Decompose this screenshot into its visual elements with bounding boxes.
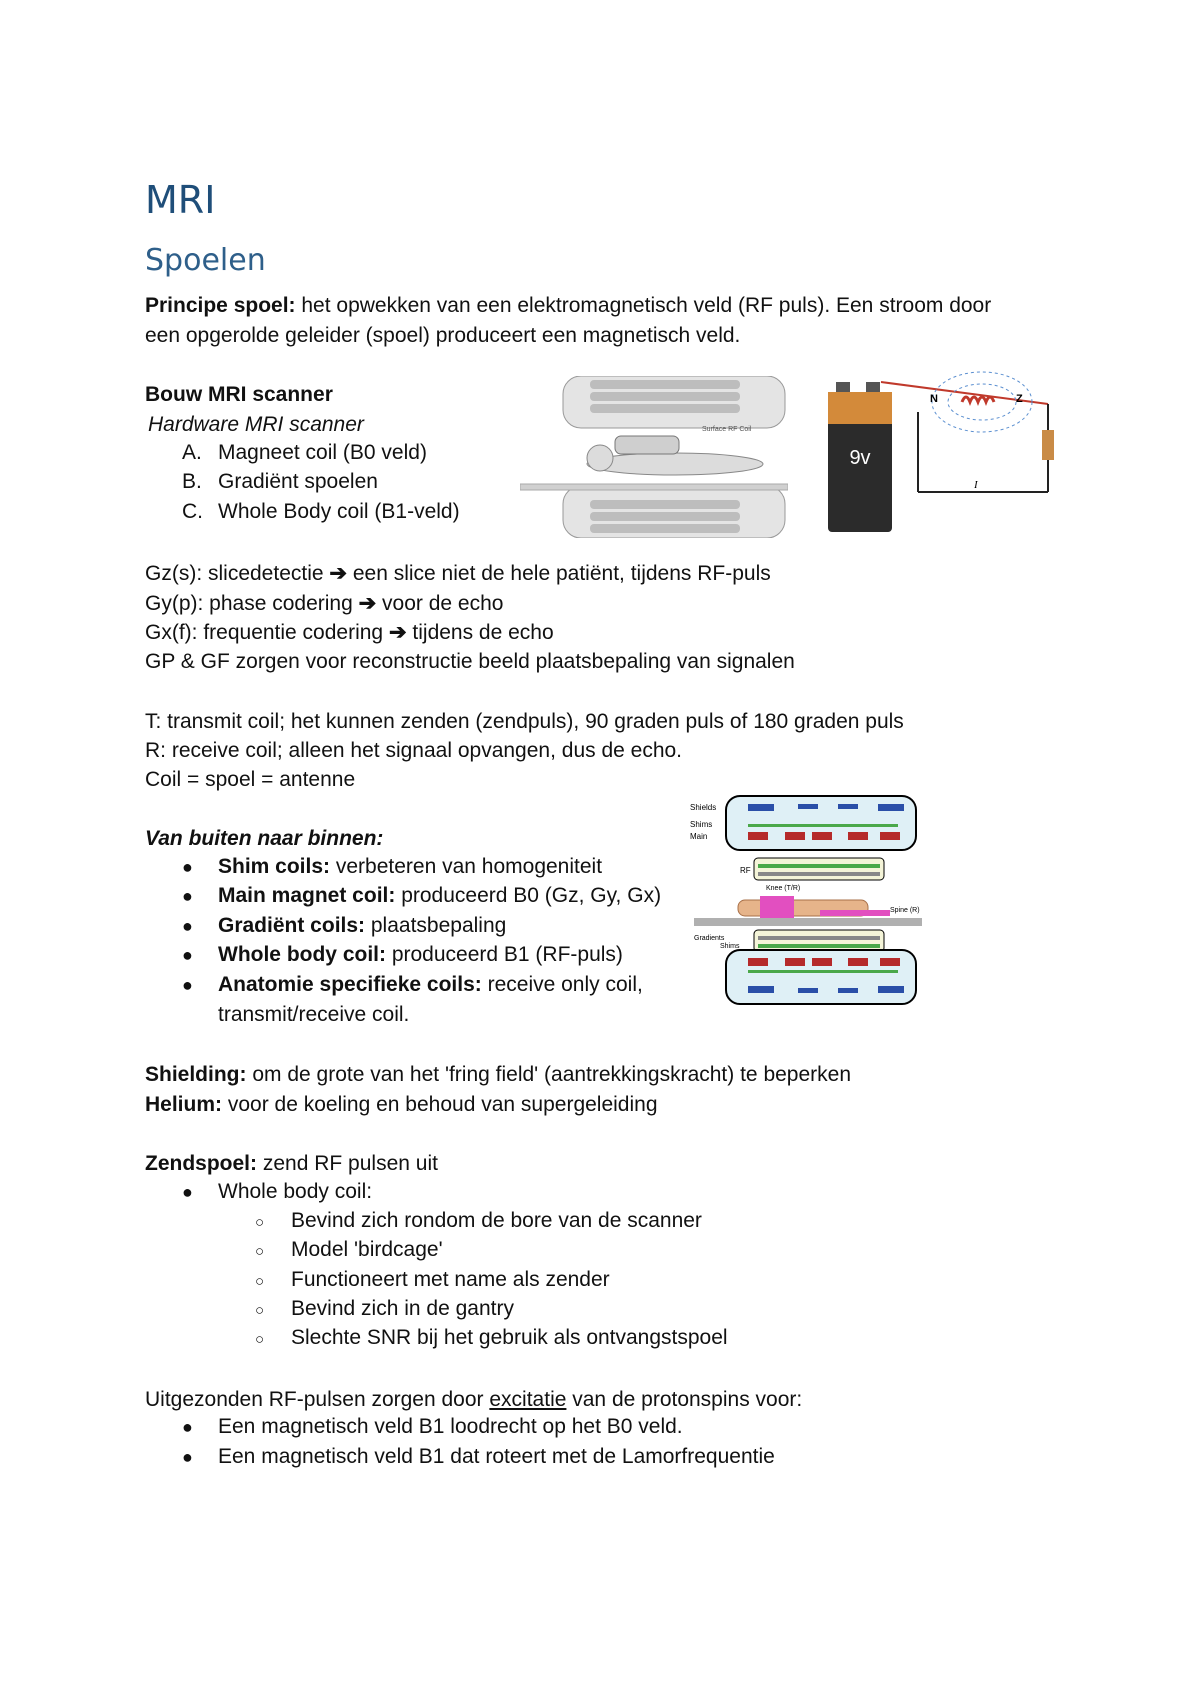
shielding-line: Shielding: om de grote van het 'fring field' (aantrekkingskracht) te beperken bbox=[145, 1063, 852, 1086]
principe-label: Principe spoel: bbox=[145, 294, 296, 317]
transmit-line: T: transmit coil; het kunnen zenden (zendpuls), 90 graden puls of 180 graden puls bbox=[145, 710, 904, 733]
list-item: A. Magneet coil (B0 veld) bbox=[182, 441, 427, 464]
page-title: MRI bbox=[145, 178, 216, 222]
gradient-line: Gy(p): phase codering ➔ voor de echo bbox=[145, 592, 504, 615]
zendspoel-line: Zendspoel: zend RF pulsen uit bbox=[145, 1152, 438, 1175]
coil-layers-figure bbox=[690, 794, 926, 1006]
rf-label: RF bbox=[740, 866, 751, 875]
shims-label: Shims bbox=[690, 820, 713, 829]
arrow-icon: ➔ bbox=[358, 592, 377, 615]
gradients-label: Gradients bbox=[694, 935, 725, 942]
hardware-heading: Hardware MRI scanner bbox=[148, 413, 364, 436]
gradient-line: Gx(f): frequentie codering ➔ tijdens de echo bbox=[145, 621, 554, 644]
list-item: C. Whole Body coil (B1-veld) bbox=[182, 500, 460, 523]
mri-scanner-figure bbox=[520, 376, 788, 538]
surface-coil-label: Surface RF Coil bbox=[702, 426, 752, 433]
list-item: ● Whole body coil: bbox=[182, 1180, 373, 1203]
battery-label: 9v bbox=[849, 447, 871, 469]
section-heading: Spoelen bbox=[145, 243, 266, 278]
knee-label: Knee (T/R) bbox=[766, 885, 801, 892]
sub-list-item: ○ Functioneert met name als zender bbox=[255, 1268, 610, 1291]
principe-line-2: een opgerolde geleider (spoel) produceert een magnetisch veld. bbox=[145, 324, 741, 347]
list-item: ● Shim coils: verbeteren van homogeniteit bbox=[182, 855, 603, 878]
list-item: ● Gradiënt coils: plaatsbepaling bbox=[182, 914, 507, 937]
sub-list-item: ○ Bevind zich rondom de bore van de scanner bbox=[255, 1209, 702, 1232]
spine-label: Spine (R) bbox=[890, 907, 920, 914]
shims-bottom-label: Shims bbox=[720, 943, 740, 950]
list-item: B. Gradiënt spoelen bbox=[182, 470, 378, 493]
pole-n-label: N bbox=[930, 393, 938, 405]
excitatie-line: Uitgezonden RF-pulsen zorgen door excitatie van de protonspins voor: bbox=[145, 1388, 803, 1411]
principe-text-1: het opwekken van een elektromagnetisch veld (RF puls). Een stroom door bbox=[295, 294, 992, 317]
list-item: ● Whole body coil: produceerd B1 (RF-puls) bbox=[182, 943, 623, 966]
coil-line: Coil = spoel = antenne bbox=[145, 768, 356, 791]
list-item: ● Een magnetisch veld B1 loodrecht op het B0 veld. bbox=[182, 1415, 683, 1438]
helium-line: Helium: voor de koeling en behoud van supergeleiding bbox=[145, 1093, 658, 1116]
list-item: ● Een magnetisch veld B1 dat roteert met de Lamorfrequentie bbox=[182, 1445, 775, 1468]
list-item: ● Main magnet coil: produceerd B0 (Gz, Gy, Gx) bbox=[182, 884, 662, 907]
bouw-heading: Bouw MRI scanner bbox=[145, 383, 333, 406]
list-item: ● Anatomie specifieke coils: receive only coil, bbox=[182, 973, 643, 996]
principe-line-1 bbox=[145, 292, 991, 320]
receive-line: R: receive coil; alleen het signaal opvangen, dus de echo. bbox=[145, 739, 683, 762]
arrow-icon: ➔ bbox=[329, 562, 347, 585]
pole-z-label: Z bbox=[1016, 393, 1023, 405]
sub-list-item: ○ Bevind zich in de gantry bbox=[255, 1297, 514, 1320]
battery-coil-figure bbox=[826, 364, 1064, 534]
gp-gf-line: GP & GF zorgen voor reconstructie beeld plaatsbepaling van signalen bbox=[145, 650, 795, 673]
buiten-heading: Van buiten naar binnen: bbox=[145, 827, 384, 850]
sub-list-item: ○ Model 'birdcage' bbox=[255, 1238, 443, 1261]
gradient-line: Gz(s): slicedetectie ➔ een slice niet de hele patiënt, tijdens RF-puls bbox=[145, 562, 771, 585]
sub-list-item: ○ Slechte SNR bij het gebruik als ontvangstspoel bbox=[255, 1326, 728, 1349]
main-label: Main bbox=[690, 832, 708, 841]
list-item-continuation: transmit/receive coil. bbox=[218, 1003, 410, 1026]
current-label: I bbox=[974, 479, 978, 491]
shields-label: Shields bbox=[690, 803, 717, 812]
arrow-icon: ➔ bbox=[388, 621, 407, 644]
